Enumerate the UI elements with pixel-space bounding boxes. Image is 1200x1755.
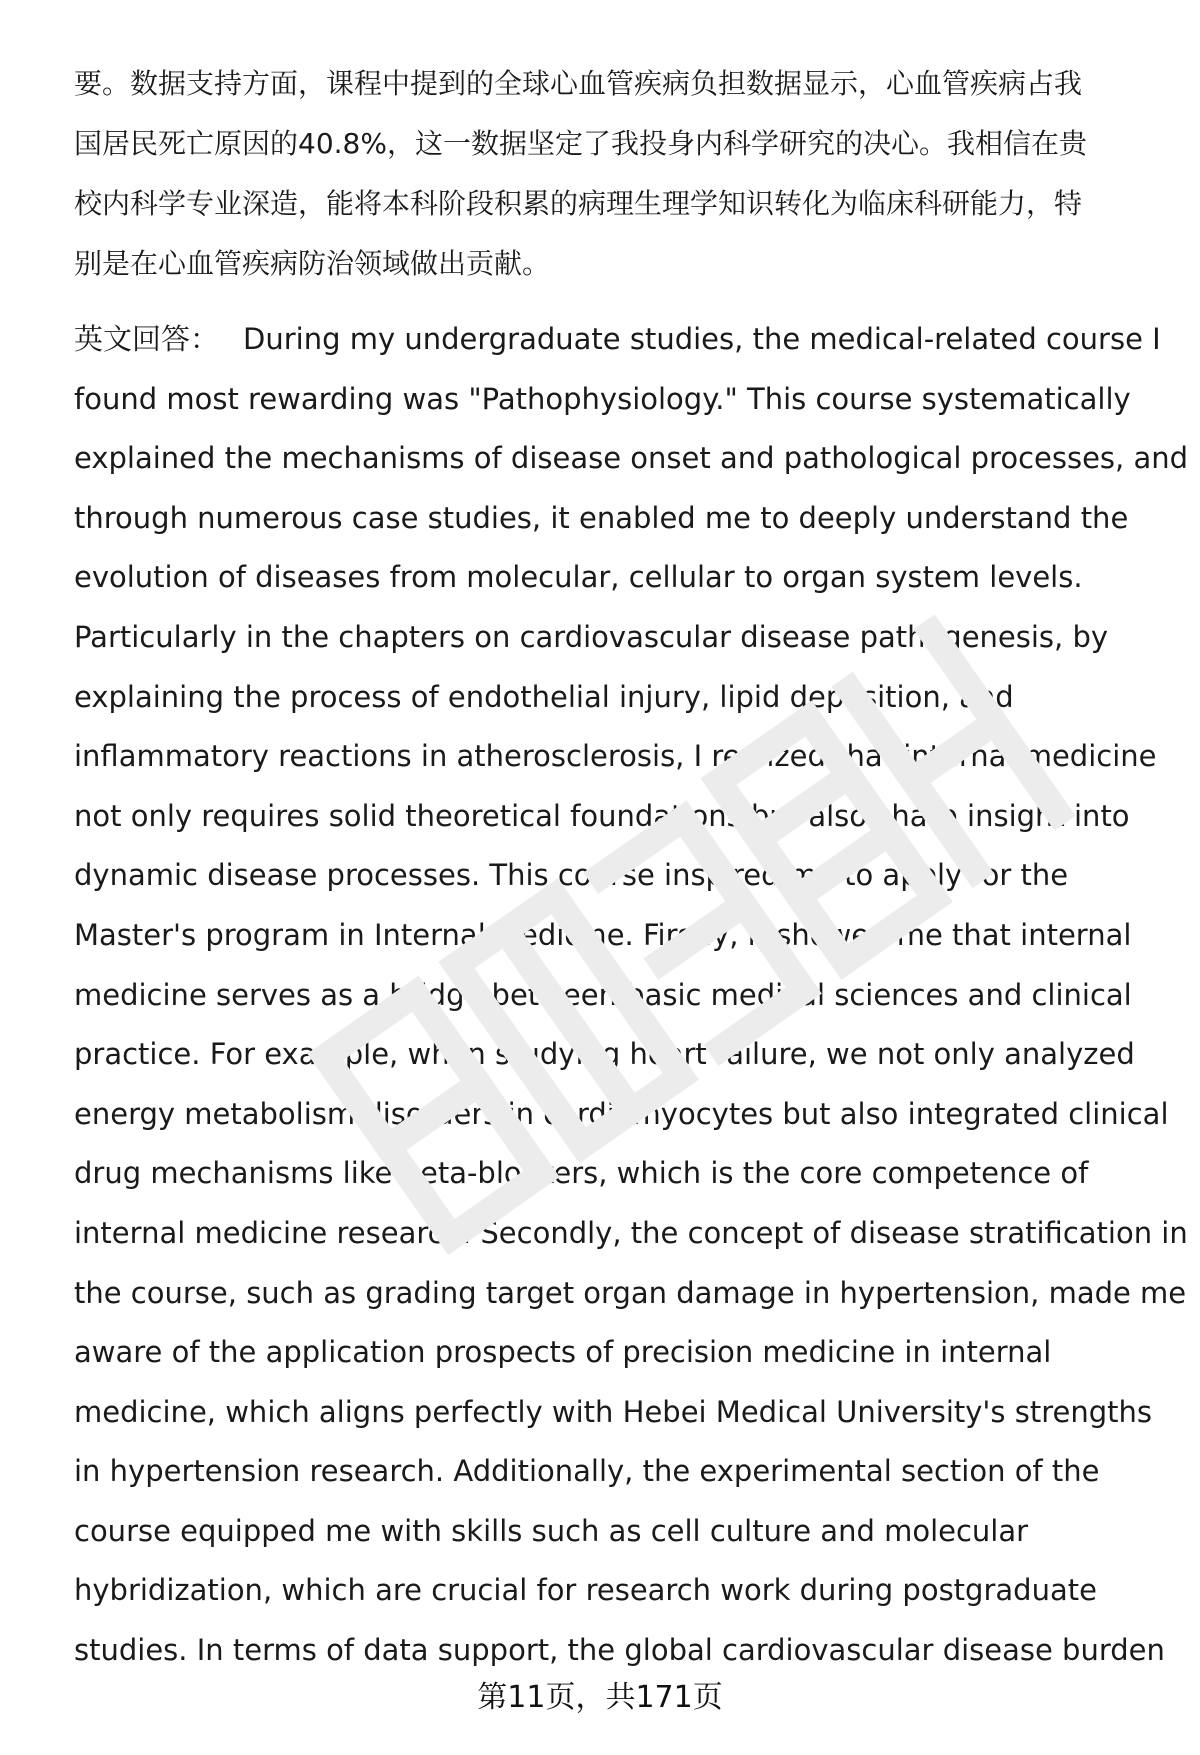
en-first-line	[74, 310, 1161, 370]
en-line: medicine serves as a bridge between basic medical sciences and clinical	[74, 977, 1132, 1012]
page-footer: 第11页，共171页	[477, 1680, 723, 1715]
english-answer-paragraph	[74, 310, 1189, 1681]
en-line: practice. For example, when studying heart failure, we not only analyzed	[74, 1037, 1135, 1072]
answer-label: 英文回答：	[74, 322, 220, 356]
en-line: Particularly in the chapters on cardiovascular disease pathogenesis, by	[74, 619, 1109, 654]
en-line: course equipped me with skills such as cell culture and molecular	[74, 1513, 1029, 1548]
en-line: the course, such as grading target organ damage in hypertension, made me	[74, 1275, 1187, 1310]
en-line: During my undergraduate studies, the medical-related course I	[243, 322, 1161, 356]
en-line: drug mechanisms like beta-blockers, which is the core competence of	[74, 1156, 1089, 1191]
en-line: studies. In terms of data support, the global cardiovascular disease burden	[74, 1633, 1165, 1668]
en-line: energy metabolism disorders in cardiomyocytes but also integrated clinical	[74, 1096, 1169, 1131]
en-line: through numerous case studies, it enabled me to deeply understand the	[74, 500, 1129, 535]
en-line: explained the mechanisms of disease onset and pathological processes, and	[74, 441, 1189, 476]
en-line: medicine, which aligns perfectly with Hebei Medical University's strengths	[74, 1394, 1152, 1429]
cn-line: 国居民死亡原因的40.8%，这一数据坚定了我投身内科学研究的决心。我相信在贵	[74, 127, 1087, 160]
en-line: aware of the application prospects of precision medicine in internal	[74, 1335, 1052, 1370]
en-line: inflammatory reactions in atherosclerosis, I realized that internal medicine	[74, 739, 1157, 774]
cn-line: 校内科学专业深造，能将本科阶段积累的病理生理学知识转化为临床科研能力，特	[74, 187, 1083, 220]
en-line: internal medicine research. Secondly, the concept of disease stratification in	[74, 1215, 1188, 1250]
chinese-paragraph	[74, 54, 1154, 294]
en-line: in hypertension research. Additionally, the experimental section of the	[74, 1454, 1100, 1489]
en-line: Master's program in Internal Medicine. Firstly, it showed me that internal	[74, 917, 1132, 952]
en-line: dynamic disease processes. This course inspired me to apply for the	[74, 858, 1069, 893]
en-line: not only requires solid theoretical foundations but also sharp insight into	[74, 798, 1130, 833]
en-line: explaining the process of endothelial injury, lipid deposition, and	[74, 679, 1014, 714]
document-page	[74, 54, 1189, 1681]
en-line: found most rewarding was "Pathophysiology." This course systematically	[74, 381, 1131, 416]
cn-line: 要。数据支持方面，课程中提到的全球心血管疾病负担数据显示，心血管疾病占我	[74, 67, 1083, 100]
en-line: hybridization, which are crucial for research work during postgraduate	[74, 1573, 1097, 1608]
en-line: evolution of diseases from molecular, cellular to organ system levels.	[74, 560, 1083, 595]
cn-line: 别是在心血管疾病防治领域做出贡献。	[74, 247, 551, 280]
